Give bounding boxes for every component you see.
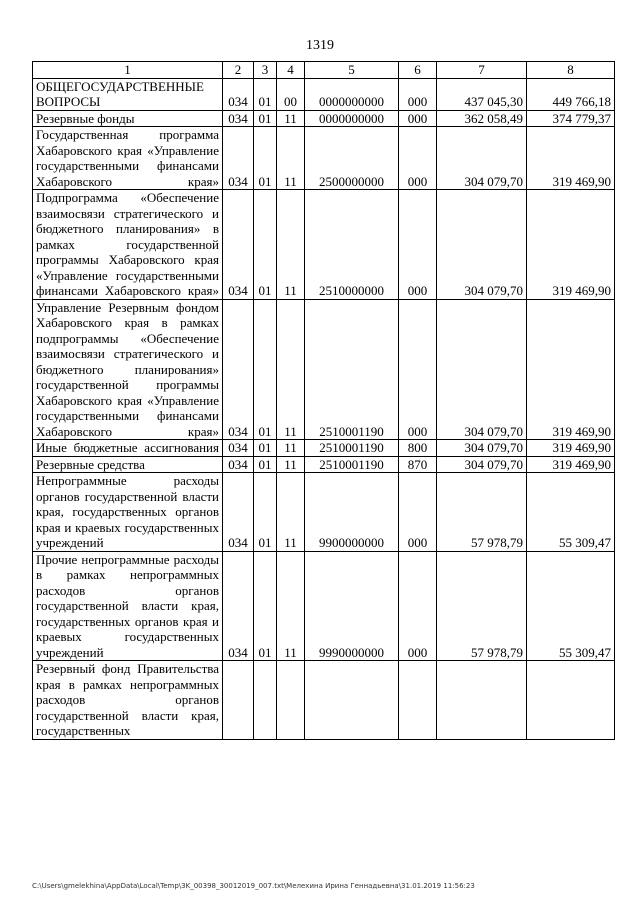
column-header: 5 <box>305 62 399 79</box>
row-value-cell <box>305 661 399 740</box>
column-header: 7 <box>437 62 527 79</box>
page-number: 1319 <box>306 38 334 53</box>
row-value-cell: 11 <box>277 127 305 190</box>
row-value-cell: 00 <box>277 78 305 110</box>
row-value-cell: 437 045,30 <box>437 78 527 110</box>
row-value-cell: 01 <box>254 456 277 473</box>
row-name-cell: Резервные фонды <box>33 110 223 127</box>
row-value-cell: 000 <box>399 127 437 190</box>
row-value-cell: 000 <box>399 551 437 661</box>
table-row <box>33 440 615 457</box>
row-value-cell: 800 <box>399 440 437 457</box>
row-value-cell: 000 <box>399 110 437 127</box>
table-row <box>33 661 615 740</box>
row-value-cell: 034 <box>223 110 254 127</box>
row-value-cell: 9900000000 <box>305 473 399 552</box>
row-value-cell: 01 <box>254 299 277 440</box>
row-value-cell: 2510001190 <box>305 456 399 473</box>
row-value-cell: 2510001190 <box>305 440 399 457</box>
row-value-cell: 362 058,49 <box>437 110 527 127</box>
row-value-cell: 034 <box>223 473 254 552</box>
row-value-cell: 319 469,90 <box>527 127 615 190</box>
row-value-cell: 034 <box>223 440 254 457</box>
row-value-cell: 034 <box>223 299 254 440</box>
row-value-cell: 034 <box>223 127 254 190</box>
file-path-footer: C:\Users\gmelekhina\AppData\Local\Temp\3K_00398_30012019_007.txt\Мелехина Ирина Геннадьевна\31.01.2019 11:56:23 <box>32 882 475 890</box>
row-value-cell: 9990000000 <box>305 551 399 661</box>
row-value-cell: 01 <box>254 551 277 661</box>
row-value-cell: 034 <box>223 456 254 473</box>
row-value-cell: 11 <box>277 110 305 127</box>
row-value-cell: 01 <box>254 473 277 552</box>
row-name-cell: Резервные средства <box>33 456 223 473</box>
column-header: 6 <box>399 62 437 79</box>
row-value-cell: 374 779,37 <box>527 110 615 127</box>
table-row <box>33 78 615 110</box>
row-value-cell: 01 <box>254 78 277 110</box>
row-value-cell: 000 <box>399 78 437 110</box>
row-value-cell: 304 079,70 <box>437 440 527 457</box>
row-value-cell: 2510000000 <box>305 190 399 300</box>
row-name-cell: ОБЩЕГОСУДАРСТВЕННЫЕ ВОПРОСЫ <box>33 78 223 110</box>
table-row <box>33 110 615 127</box>
row-value-cell: 034 <box>223 551 254 661</box>
row-value-cell: 0000000000 <box>305 110 399 127</box>
table-row <box>33 127 615 190</box>
table-row <box>33 551 615 661</box>
column-header: 3 <box>254 62 277 79</box>
row-value-cell: 034 <box>223 190 254 300</box>
row-value-cell: 304 079,70 <box>437 127 527 190</box>
row-value-cell: 870 <box>399 456 437 473</box>
row-value-cell: 01 <box>254 190 277 300</box>
row-value-cell: 55 309,47 <box>527 551 615 661</box>
row-value-cell <box>254 661 277 740</box>
row-value-cell: 304 079,70 <box>437 456 527 473</box>
row-value-cell: 11 <box>277 551 305 661</box>
table-header-row <box>33 62 615 79</box>
budget-table <box>32 61 615 740</box>
row-value-cell: 319 469,90 <box>527 190 615 300</box>
row-name-cell: Подпрограмма «Обеспечение взаимосвязи стратегического и бюджетного планирования» в рамках государственной программы Хабаровского края «Управление государственными финансами Хабаровского края» <box>33 190 223 300</box>
row-value-cell <box>223 661 254 740</box>
row-name-cell: Иные бюджетные ассигнования <box>33 440 223 457</box>
row-value-cell <box>437 661 527 740</box>
row-name-cell: Прочие непрограммные расходы в рамках непрограммных расходов органов государственной власти края, государственных органов края и краевых государственных учреждений <box>33 551 223 661</box>
row-value-cell: 2500000000 <box>305 127 399 190</box>
row-value-cell: 0000000000 <box>305 78 399 110</box>
column-header: 8 <box>527 62 615 79</box>
row-value-cell: 319 469,90 <box>527 299 615 440</box>
column-header: 4 <box>277 62 305 79</box>
row-value-cell: 304 079,70 <box>437 190 527 300</box>
row-value-cell: 319 469,90 <box>527 440 615 457</box>
row-value-cell: 57 978,79 <box>437 473 527 552</box>
row-name-cell: Непрограммные расходы органов государственной власти края, государственных органов края и краевых государственных учреждений <box>33 473 223 552</box>
column-header: 1 <box>33 62 223 79</box>
row-value-cell: 304 079,70 <box>437 299 527 440</box>
row-value-cell: 000 <box>399 190 437 300</box>
table-row <box>33 456 615 473</box>
row-value-cell: 11 <box>277 473 305 552</box>
row-name-cell: Государственная программа Хабаровского края «Управление государственными финансами Хабаровского края» <box>33 127 223 190</box>
row-value-cell: 319 469,90 <box>527 456 615 473</box>
row-value-cell: 01 <box>254 127 277 190</box>
row-value-cell: 000 <box>399 299 437 440</box>
row-value-cell: 11 <box>277 190 305 300</box>
row-value-cell: 57 978,79 <box>437 551 527 661</box>
table-row <box>33 190 615 300</box>
row-value-cell: 000 <box>399 473 437 552</box>
row-value-cell: 449 766,18 <box>527 78 615 110</box>
row-value-cell: 2510001190 <box>305 299 399 440</box>
row-value-cell: 55 309,47 <box>527 473 615 552</box>
row-value-cell: 11 <box>277 456 305 473</box>
table-row <box>33 299 615 440</box>
column-header: 2 <box>223 62 254 79</box>
row-name-cell: Управление Резервным фондом Хабаровского края в рамках подпрограммы «Обеспечение взаимосвязи стратегического и бюджетного планирования» государственной программы Хабаровского края «Управление государственными финансами Хабаровского края» <box>33 299 223 440</box>
row-value-cell: 01 <box>254 110 277 127</box>
row-value-cell <box>277 661 305 740</box>
row-name-cell: Резервный фонд Правительства края в рамках непрограммных расходов органов государственной власти края, государственных <box>33 661 223 740</box>
row-value-cell: 11 <box>277 440 305 457</box>
row-value-cell: 11 <box>277 299 305 440</box>
row-value-cell <box>527 661 615 740</box>
row-value-cell: 034 <box>223 78 254 110</box>
table-row <box>33 473 615 552</box>
row-value-cell <box>399 661 437 740</box>
row-value-cell: 01 <box>254 440 277 457</box>
